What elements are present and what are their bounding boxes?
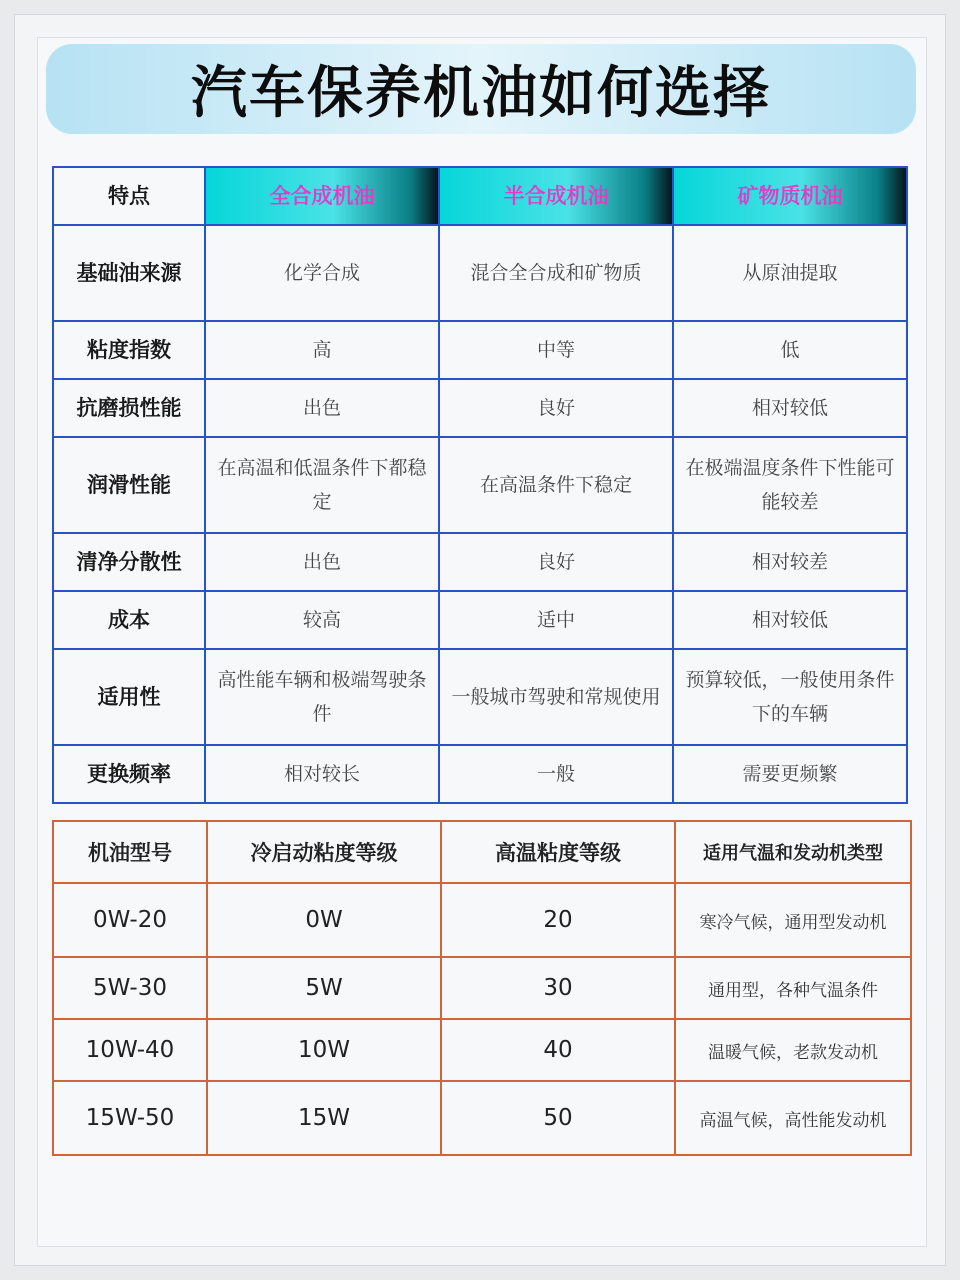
table-cell: 从原油提取 — [673, 225, 907, 321]
table-row — [53, 591, 907, 649]
row-header: 润滑性能 — [53, 437, 205, 533]
table-cell: 0W — [207, 883, 441, 957]
row-header: 清净分散性 — [53, 533, 205, 591]
table-cell: 30 — [441, 957, 675, 1019]
table-cell: 0W-20 — [53, 883, 207, 957]
table-cell: 寒冷气候，通用型发动机 — [675, 883, 911, 957]
table-cell: 中等 — [439, 321, 673, 379]
oil-type-comparison-table — [52, 166, 908, 804]
table-cell: 15W-50 — [53, 1081, 207, 1155]
table-header-row — [53, 167, 907, 225]
table-cell: 一般 — [439, 745, 673, 803]
row-header: 抗磨损性能 — [53, 379, 205, 437]
table-cell: 一般城市驾驶和常规使用 — [439, 649, 673, 745]
table-cell: 高性能车辆和极端驾驶条件 — [205, 649, 439, 745]
table-cell: 20 — [441, 883, 675, 957]
table-row — [53, 321, 907, 379]
row-header: 基础油来源 — [53, 225, 205, 321]
row-header: 成本 — [53, 591, 205, 649]
table-row — [53, 649, 907, 745]
table-cell: 10W — [207, 1019, 441, 1081]
table-cell: 40 — [441, 1019, 675, 1081]
table-cell: 高温气候，高性能发动机 — [675, 1081, 911, 1155]
table-cell: 良好 — [439, 533, 673, 591]
table-cell: 通用型，各种气温条件 — [675, 957, 911, 1019]
table-row — [53, 225, 907, 321]
oil-grade-table — [52, 820, 912, 1156]
table-cell: 相对较低 — [673, 591, 907, 649]
table-row — [53, 379, 907, 437]
table-cell: 相对较低 — [673, 379, 907, 437]
table-cell: 低 — [673, 321, 907, 379]
table-cell: 温暖气候，老款发动机 — [675, 1019, 911, 1081]
table-row — [53, 533, 907, 591]
row-header: 更换频率 — [53, 745, 205, 803]
table-cell: 预算较低，一般使用条件下的车辆 — [673, 649, 907, 745]
column-header-full-synthetic: 全合成机油 — [205, 167, 439, 225]
table-cell: 相对较长 — [205, 745, 439, 803]
row-header: 粘度指数 — [53, 321, 205, 379]
table-cell: 5W — [207, 957, 441, 1019]
column-header-usage: 适用气温和发动机类型 — [675, 821, 911, 883]
table-cell: 50 — [441, 1081, 675, 1155]
table-row — [53, 957, 911, 1019]
table-cell: 适中 — [439, 591, 673, 649]
table-row — [53, 883, 911, 957]
page-frame — [14, 14, 946, 1266]
table-row — [53, 1019, 911, 1081]
table-cell: 在高温条件下稳定 — [439, 437, 673, 533]
row-header: 适用性 — [53, 649, 205, 745]
column-header-cold-start: 冷启动粘度等级 — [207, 821, 441, 883]
table-cell: 混合全合成和矿物质 — [439, 225, 673, 321]
corner-header: 特点 — [53, 167, 205, 225]
table-header-row — [53, 821, 911, 883]
column-header-mineral: 矿物质机油 — [673, 167, 907, 225]
table-cell: 较高 — [205, 591, 439, 649]
table-cell: 在极端温度条件下性能可能较差 — [673, 437, 907, 533]
table-cell: 相对较差 — [673, 533, 907, 591]
table-cell: 化学合成 — [205, 225, 439, 321]
content-card — [37, 37, 927, 1247]
table-cell: 出色 — [205, 533, 439, 591]
column-header-high-temp: 高温粘度等级 — [441, 821, 675, 883]
table-cell: 15W — [207, 1081, 441, 1155]
table-row — [53, 437, 907, 533]
table-row — [53, 745, 907, 803]
table-cell: 良好 — [439, 379, 673, 437]
column-header-grade: 机油型号 — [53, 821, 207, 883]
table-cell: 高 — [205, 321, 439, 379]
table-cell: 10W-40 — [53, 1019, 207, 1081]
column-header-semi-synthetic: 半合成机油 — [439, 167, 673, 225]
table-cell: 5W-30 — [53, 957, 207, 1019]
page-title: 汽车保养机油如何选择 — [191, 61, 771, 126]
table-cell: 在高温和低温条件下都稳定 — [205, 437, 439, 533]
table-cell: 出色 — [205, 379, 439, 437]
title-banner — [46, 44, 916, 134]
table-row — [53, 1081, 911, 1155]
table-cell: 需要更频繁 — [673, 745, 907, 803]
